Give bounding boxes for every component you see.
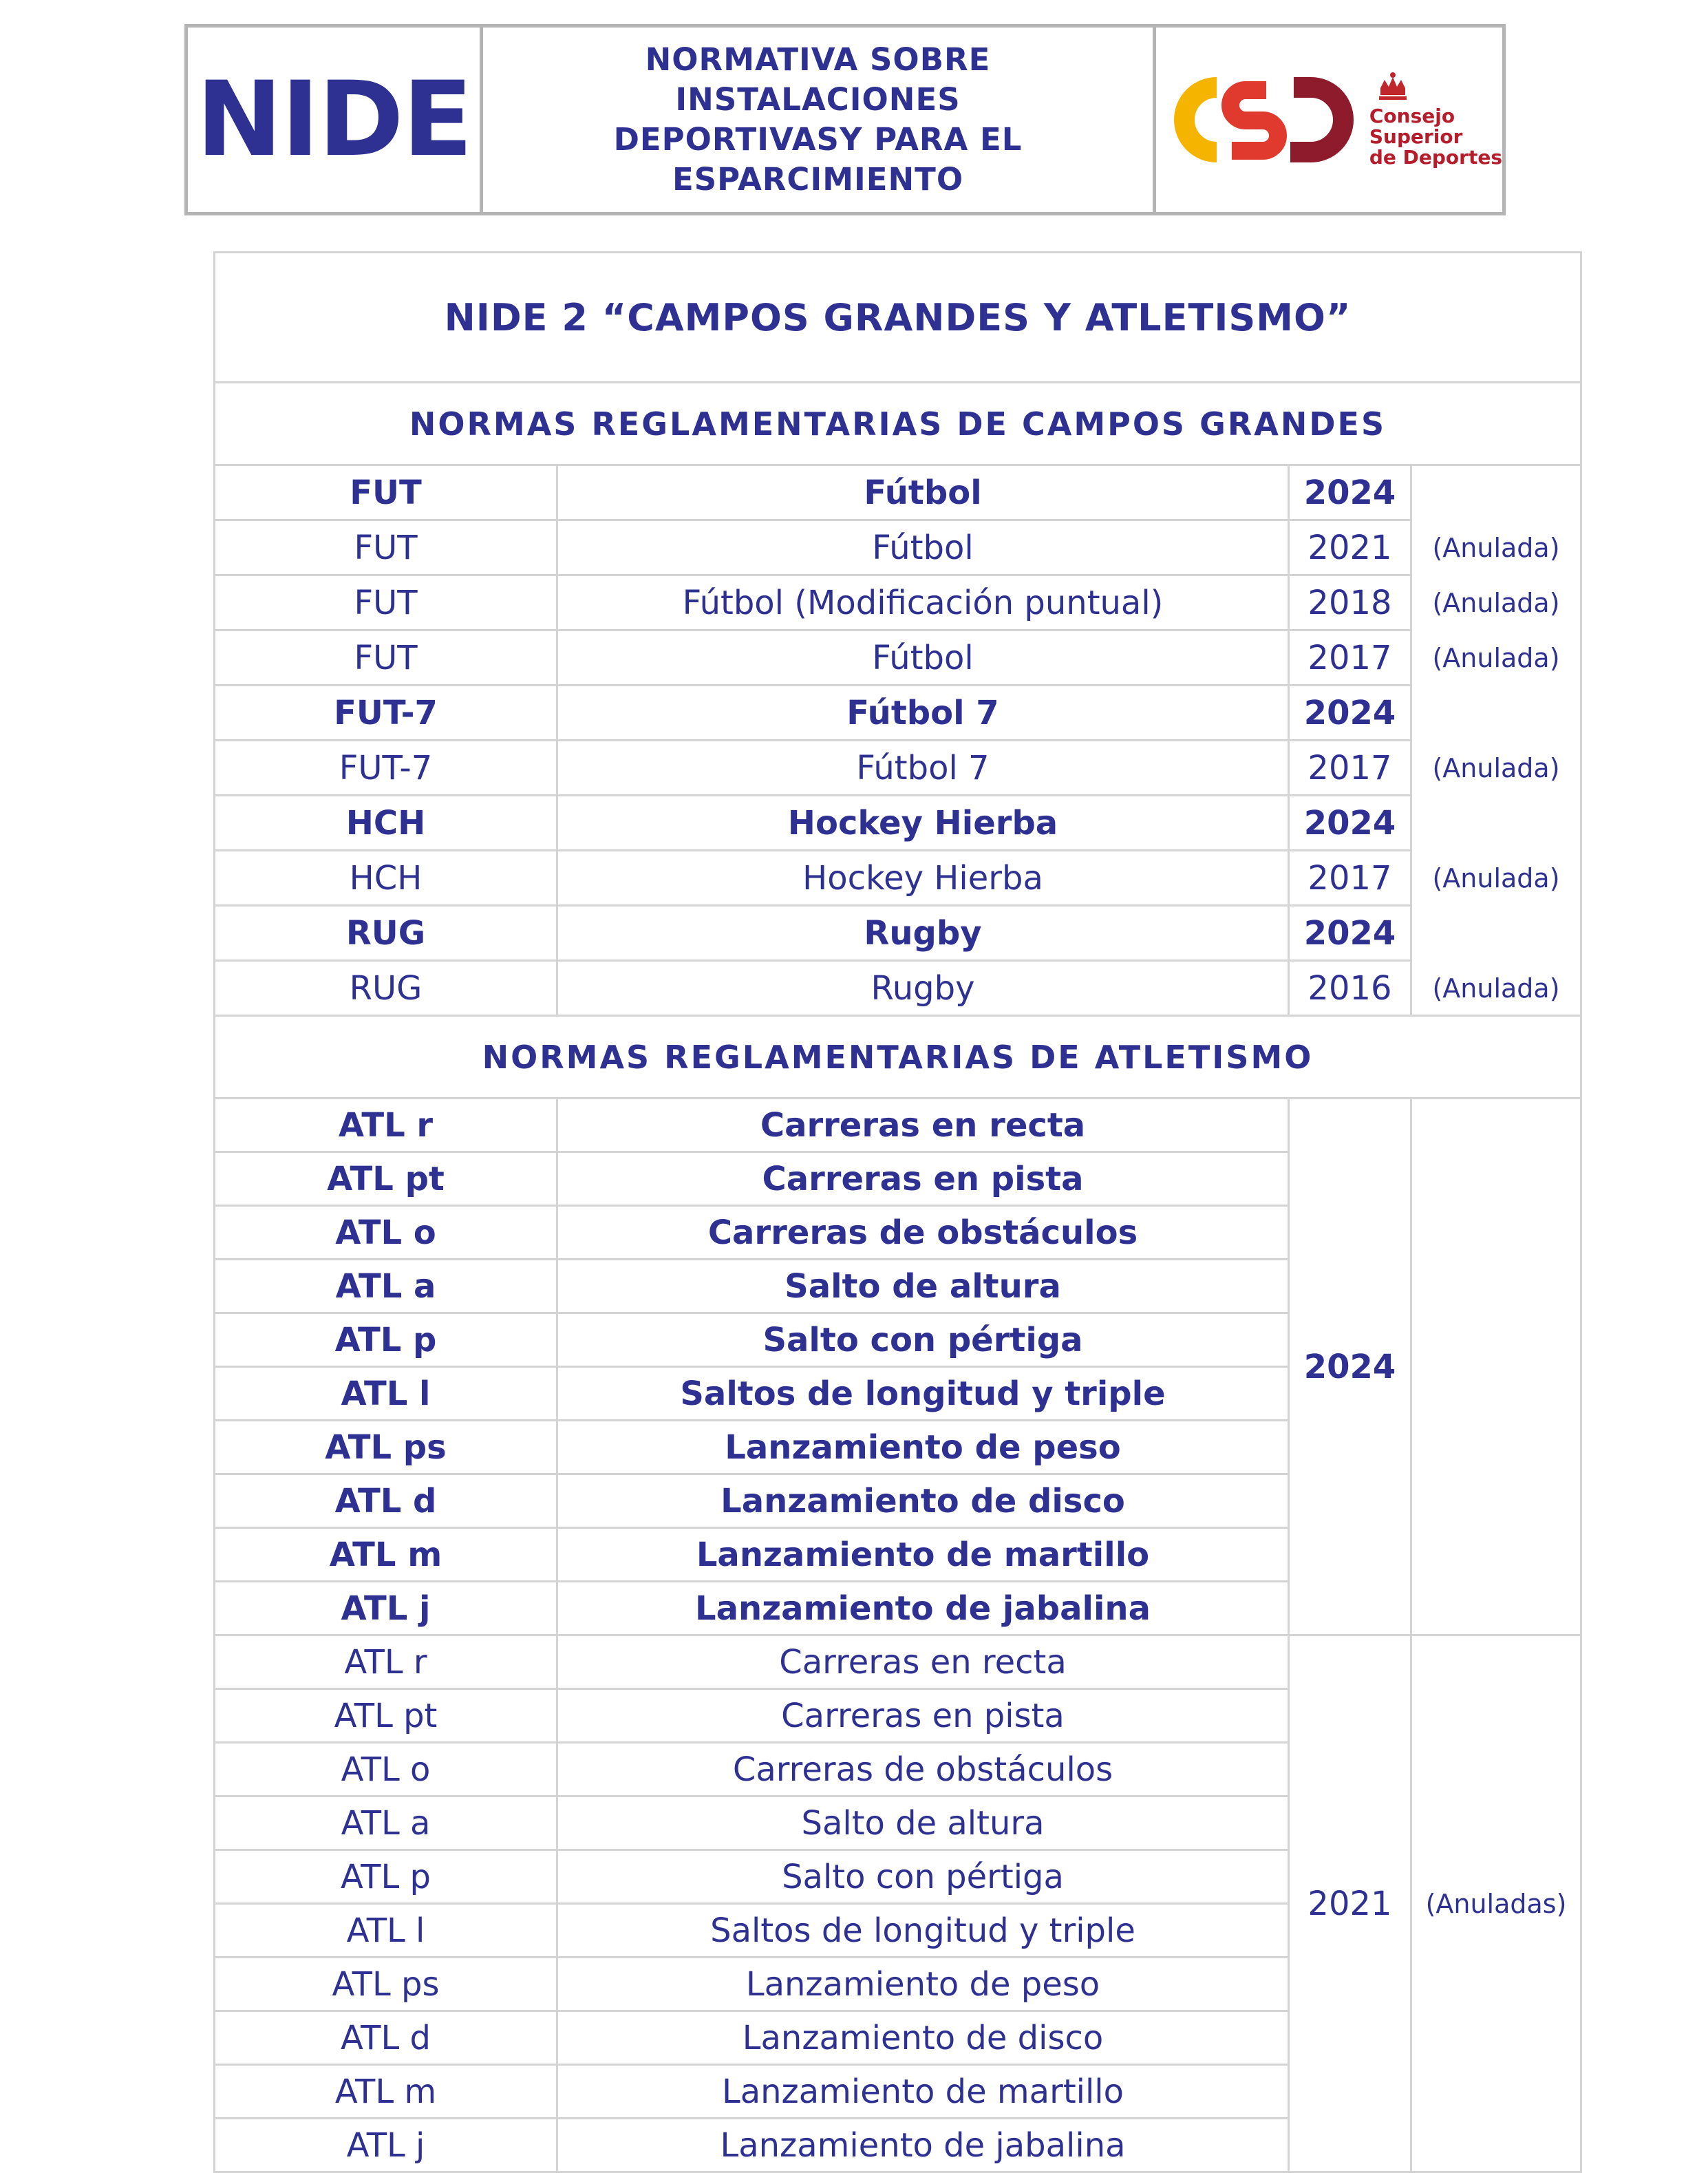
header-title [614, 40, 1023, 200]
norm-code: FUT-7 [215, 686, 557, 741]
norm-name: Carreras en pista [557, 1152, 1289, 1206]
standards-table [213, 251, 1582, 2173]
table-row [215, 630, 1581, 686]
norm-year: 2024 [1289, 465, 1411, 520]
table-row [215, 851, 1581, 906]
norm-status [1411, 686, 1581, 741]
norm-name: Lanzamiento de disco [557, 1474, 1289, 1528]
norm-code: FUT [215, 575, 557, 630]
norm-name: Rugby [557, 906, 1289, 961]
header-title-line: ESPARCIMIENTO [672, 161, 964, 198]
norm-code: HCH [215, 851, 557, 906]
norm-code: ATL pt [215, 1689, 557, 1743]
norm-year: 2017 [1289, 851, 1411, 906]
norm-name: Carreras de obstáculos [557, 1206, 1289, 1260]
norm-name: Lanzamiento de jabalina [557, 1582, 1289, 1635]
norm-code: ATL ps [215, 1958, 557, 2011]
nide-label: NIDE [195, 60, 472, 180]
norm-code: FUT [215, 520, 557, 575]
norm-name: Lanzamiento de jabalina [557, 2119, 1289, 2172]
norm-name: Hockey Hierba [557, 796, 1289, 851]
document-title: NIDE 2 “CAMPOS GRANDES Y ATLETISMO” [215, 253, 1581, 383]
norm-status: (Anulada) [1411, 851, 1581, 906]
csd-logo-text [1369, 72, 1502, 168]
norm-status: (Anulada) [1411, 520, 1581, 575]
norm-code: ATL r [215, 1635, 557, 1689]
norm-name: Lanzamiento de martillo [557, 1528, 1289, 1582]
norm-code: ATL l [215, 1367, 557, 1421]
csd-logo-cell [1156, 28, 1502, 212]
norm-name: Salto con pértiga [557, 1850, 1289, 1904]
norm-year: 2024 [1289, 1099, 1411, 1635]
norm-year: 2024 [1289, 796, 1411, 851]
norm-year: 2017 [1289, 630, 1411, 686]
table-row [215, 575, 1581, 630]
header-title-cell [483, 28, 1156, 212]
norm-code: FUT [215, 630, 557, 686]
norm-code: ATL j [215, 2119, 557, 2172]
norm-code: ATL a [215, 1260, 557, 1313]
norm-name: Hockey Hierba [557, 851, 1289, 906]
table-row [215, 520, 1581, 575]
norm-status: (Anulada) [1411, 630, 1581, 686]
norm-status [1411, 1099, 1581, 1635]
norm-status: (Anulada) [1411, 961, 1581, 1016]
norm-code: RUG [215, 906, 557, 961]
norm-code: FUT-7 [215, 741, 557, 796]
norm-name: Saltos de longitud y triple [557, 1367, 1289, 1421]
norm-name: Carreras en pista [557, 1689, 1289, 1743]
logo-line: Consejo [1369, 105, 1455, 127]
norm-name: Lanzamiento de martillo [557, 2065, 1289, 2119]
norm-status [1411, 465, 1581, 520]
norm-year: 2024 [1289, 906, 1411, 961]
table-row [215, 741, 1581, 796]
norm-name: Carreras en recta [557, 1099, 1289, 1152]
document-header [184, 24, 1506, 215]
norm-code: ATL m [215, 1528, 557, 1582]
norm-name: Saltos de longitud y triple [557, 1904, 1289, 1958]
section-heading-campos: NORMAS REGLAMENTARIAS DE CAMPOS GRANDES [215, 383, 1581, 465]
norm-name: Carreras de obstáculos [557, 1743, 1289, 1796]
table-row [215, 906, 1581, 961]
norm-code: ATL ps [215, 1421, 557, 1474]
norm-year: 2018 [1289, 575, 1411, 630]
csd-logo-icon [1163, 75, 1363, 165]
table-row [215, 1635, 1581, 1689]
table-row [215, 465, 1581, 520]
norm-year: 2017 [1289, 741, 1411, 796]
nide-label-cell [188, 28, 483, 212]
norm-code: ATL r [215, 1099, 557, 1152]
norm-code: ATL o [215, 1206, 557, 1260]
norm-status: (Anulada) [1411, 575, 1581, 630]
norm-status: (Anuladas) [1411, 1635, 1581, 2172]
norm-status [1411, 796, 1581, 851]
norm-code: ATL m [215, 2065, 557, 2119]
norm-name: Lanzamiento de disco [557, 2011, 1289, 2065]
norm-code: ATL d [215, 2011, 557, 2065]
table-row [215, 796, 1581, 851]
norm-code: ATL p [215, 1850, 557, 1904]
norm-name: Carreras en recta [557, 1635, 1289, 1689]
norm-code: ATL d [215, 1474, 557, 1528]
logo-line: Superior [1369, 125, 1463, 148]
norm-name: Lanzamiento de peso [557, 1958, 1289, 2011]
norm-code: ATL pt [215, 1152, 557, 1206]
logo-line: de Deportes [1369, 146, 1502, 169]
norm-year: 2021 [1289, 1635, 1411, 2172]
norm-name: Lanzamiento de peso [557, 1421, 1289, 1474]
norm-name: Fútbol [557, 520, 1289, 575]
norm-code: ATL l [215, 1904, 557, 1958]
norm-name: Fútbol 7 [557, 686, 1289, 741]
table-row [215, 686, 1581, 741]
norm-status [1411, 906, 1581, 961]
section-heading-atletismo: NORMAS REGLAMENTARIAS DE ATLETISMO [215, 1016, 1581, 1099]
norm-code: ATL j [215, 1582, 557, 1635]
norm-name: Fútbol (Modificación puntual) [557, 575, 1289, 630]
norm-name: Rugby [557, 961, 1289, 1016]
header-title-line: NORMATIVA SOBRE [645, 41, 991, 78]
table-row [215, 1099, 1581, 1152]
norm-name: Salto con pértiga [557, 1313, 1289, 1367]
header-title-line: INSTALACIONES [675, 81, 961, 118]
norm-status: (Anulada) [1411, 741, 1581, 796]
table-row [215, 961, 1581, 1016]
norm-code: ATL o [215, 1743, 557, 1796]
norm-name: Fútbol [557, 465, 1289, 520]
norm-code: ATL p [215, 1313, 557, 1367]
norm-year: 2021 [1289, 520, 1411, 575]
norm-name: Fútbol [557, 630, 1289, 686]
norm-code: RUG [215, 961, 557, 1016]
header-title-line: DEPORTIVASY PARA EL [613, 121, 1023, 158]
norm-name: Fútbol 7 [557, 741, 1289, 796]
norm-name: Salto de altura [557, 1796, 1289, 1850]
norm-code: HCH [215, 796, 557, 851]
norm-name: Salto de altura [557, 1260, 1289, 1313]
norm-year: 2024 [1289, 686, 1411, 741]
crown-icon [1372, 72, 1413, 102]
norm-code: FUT [215, 465, 557, 520]
norm-year: 2016 [1289, 961, 1411, 1016]
norm-code: ATL a [215, 1796, 557, 1850]
